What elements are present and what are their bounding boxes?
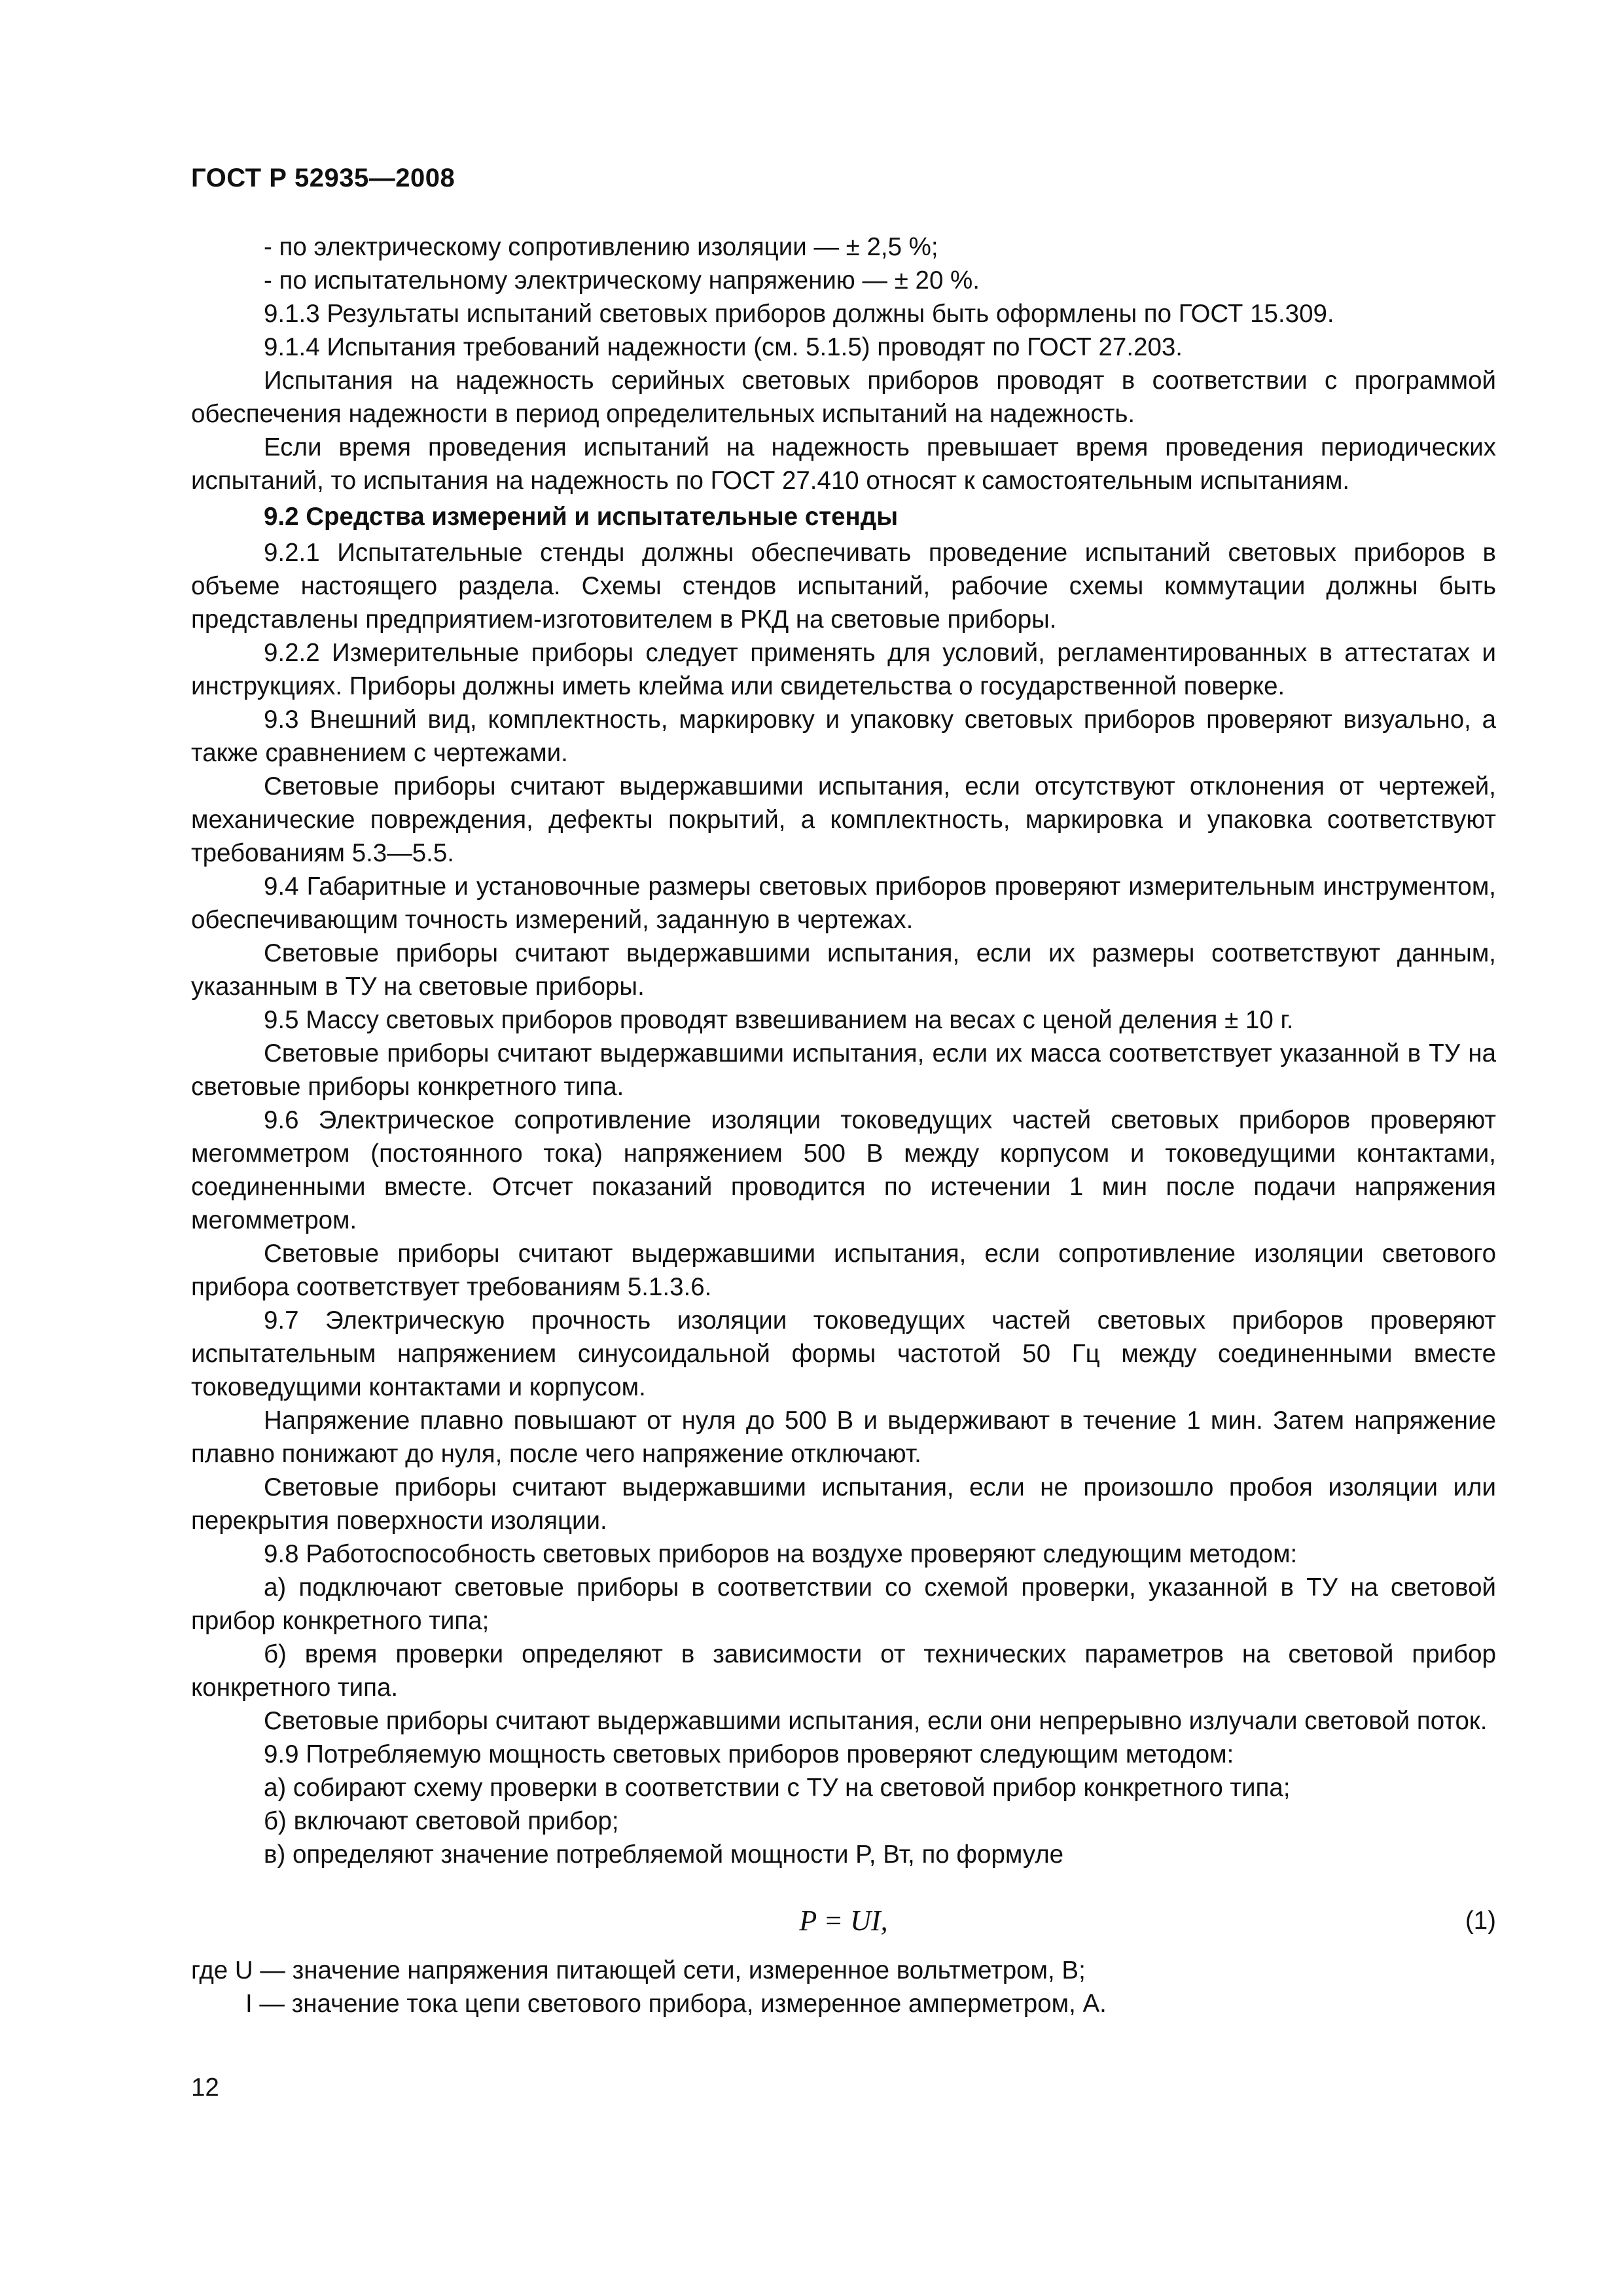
paragraph: 9.9 Потребляемую мощность световых приборов проверяют следующим методом:	[264, 1740, 1234, 1768]
paragraph: 9.8 Работоспособность световых приборов на воздухе проверяют следующим методом:	[264, 1540, 1298, 1568]
paragraph: 9.4 Габаритные и установочные размеры световых приборов проверяют измерительным инструментом, обеспечивающим точность измерений, заданную в чертежах.	[191, 872, 1496, 934]
paragraph: 9.3 Внешний вид, комплектность, маркировку и упаковку световых приборов проверяют визуально, а также сравнением с чертежами.	[191, 706, 1496, 767]
where-line: где U — значение напряжения питающей сети, измеренное вольтметром, В;	[191, 1956, 1086, 1984]
paragraph: 9.1.3 Результаты испытаний световых приборов должны быть оформлены по ГОСТ 15.309.	[264, 300, 1334, 328]
list-item: б) включают световой прибор;	[264, 1807, 619, 1835]
paragraph: - по испытательному электрическому напряжению — ± 20 %.	[264, 266, 980, 295]
where-line: I — значение тока цепи светового прибора, измеренное амперметром, А.	[245, 1990, 1107, 2018]
section-heading: 9.2 Средства измерений и испытательные стенды	[264, 503, 899, 531]
paragraph: Испытания на надежность серийных световых приборов проводят в соответствии с программой обеспечения надежности в период определительных испытаний на надежность.	[191, 367, 1496, 428]
paragraph: Световые приборы считают выдержавшими испытания, если отсутствуют отклонения от чертежей, механические повреждения, дефекты покрытий, а комплектность, маркировка и упаковка соответствуют требованиям 5.3—5.5.	[191, 772, 1496, 867]
paragraph: Если время проведения испытаний на надежность превышает время проведения периодических испытаний, то испытания на надежность по ГОСТ 27.410 относят к самостоятельным испытаниям.	[191, 433, 1496, 495]
formula: P = UI,	[799, 1905, 888, 1937]
paragraph: 9.5 Массу световых приборов проводят взвешиванием на весах с ценой деления ± 10 г.	[264, 1006, 1294, 1034]
paragraph: 9.2.2 Измерительные приборы следует применять для условий, регламентированных в аттестатах и инструкциях. Приборы должны иметь клейма или свидетельства о государственной поверке.	[191, 639, 1496, 700]
paragraph: Световые приборы считают выдержавшими испытания, если их масса соответствует указанной в ТУ на световые приборы конкретного типа.	[191, 1039, 1496, 1101]
document-header: ГОСТ Р 52935—2008	[191, 164, 455, 192]
paragraph: Световые приборы считают выдержавшими испытания, если сопротивление изоляции светового прибора соответствует требованиям 5.1.3.6.	[191, 1240, 1496, 1301]
page-number: 12	[191, 2073, 219, 2102]
paragraph: Напряжение плавно повышают от нуля до 500 В и выдерживают в течение 1 мин. Затем напряжение плавно понижают до нуля, после чего напряжение отключают.	[191, 1407, 1496, 1468]
paragraph: 9.7 Электрическую прочность изоляции токоведущих частей световых приборов проверяют испытательным напряжением синусоидальной формы частотой 50 Гц между соединенными вместе токоведущими контактами и корпусом.	[191, 1306, 1496, 1401]
paragraph: 9.6 Электрическое сопротивление изоляции токоведущих частей световых приборов проверяют мегомметром (постоянного тока) напряжением 500 В между корпусом и токоведущими контактами, соединенными вместе. Отсчет показаний проводится по истечении 1 мин после подачи напряжения мегомметром.	[191, 1106, 1496, 1234]
list-item: в) определяют значение потребляемой мощности P, Вт, по формуле	[264, 1840, 1064, 1869]
paragraph: Световые приборы считают выдержавшими испытания, если не произошло пробоя изоляции или перекрытия поверхности изоляции.	[191, 1473, 1496, 1535]
paragraph: - по электрическому сопротивлению изоляции — ± 2,5 %;	[264, 233, 938, 261]
list-item: б) время проверки определяют в зависимости от технических параметров на световой прибор конкретного типа.	[191, 1640, 1496, 1702]
paragraph: 9.1.4 Испытания требований надежности (см. 5.1.5) проводят по ГОСТ 27.203.	[264, 333, 1183, 361]
list-item: а) подключают световые приборы в соответствии со схемой проверки, указанной в ТУ на световой прибор конкретного типа;	[191, 1573, 1496, 1635]
paragraph: 9.2.1 Испытательные стенды должны обеспечивать проведение испытаний световых приборов в объеме настоящего раздела. Схемы стендов испытаний, рабочие схемы коммутации должны быть представлены предприятием-изготовителем в РКД на световые приборы.	[191, 539, 1496, 634]
paragraph: Световые приборы считают выдержавшими испытания, если они непрерывно излучали световой поток.	[264, 1707, 1488, 1735]
document-body	[191, 230, 1496, 2020]
list-item: а) собирают схему проверки в соответствии с ТУ на световой прибор конкретного типа;	[264, 1774, 1291, 1802]
paragraph: Световые приборы считают выдержавшими испытания, если их размеры соответствуют данным, указанным в ТУ на световые приборы.	[191, 939, 1496, 1001]
formula-number: (1)	[1465, 1907, 1496, 1935]
formula-block	[191, 1884, 1496, 1950]
